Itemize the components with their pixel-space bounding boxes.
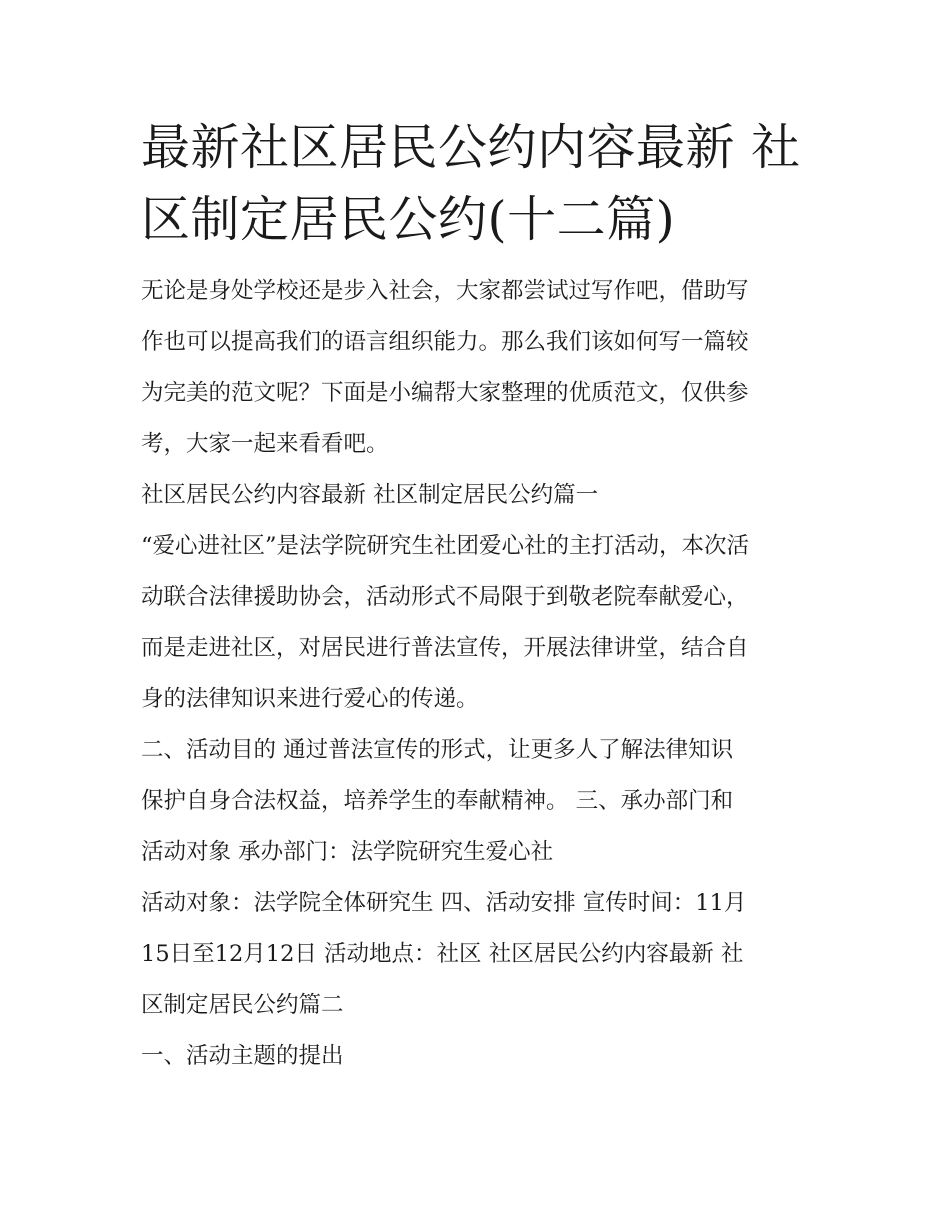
text-line: 动联合法律援助协会，活动形式不局限于到敬老院奉献爱心， [141,584,749,610]
title-line: 区制定居民公约(十二篇) [141,191,676,248]
title-line: 最新社区居民公约内容最新 社 [141,119,801,176]
text-line: 身的法律知识来进行爱心的传递。 [141,686,479,712]
text-line: 活动对象：法学院全体研究生 四、活动安排 宣传时间：11月 [141,890,747,916]
document-body [141,112,813,1082]
text-line: 作也可以提高我们的语言组织能力。那么我们该如何写一篇较 [141,329,749,355]
text-line: 区制定居民公约篇二 [141,992,344,1018]
text-line: 社区居民公约内容最新 社区制定居民公约篇一 [141,482,599,508]
text-line: 而是走进社区，对居民进行普法宣传，开展法律讲堂，结合自 [141,635,749,661]
text-line: 二、活动目的 通过普法宣传的形式，让更多人了解法律知识 [141,737,734,763]
section-item [141,1031,813,1082]
text-line: 活动对象 承办部门：法学院研究生爱心社 [141,839,554,865]
text-line: 15日至12月12日 活动地点：社区 社区居民公约内容最新 社 [141,941,744,967]
intro-paragraph [141,266,813,470]
text-line: “爱心进社区”是法学院研究生社团爱心社的主打活动，本次活 [141,533,750,559]
section-heading [141,470,813,521]
document-title [141,112,813,256]
text-line: 无论是身处学校还是步入社会，大家都尝试过写作吧，借助写 [141,278,749,304]
text-line: 一、活动主题的提出 [141,1043,344,1069]
section-paragraph [141,521,813,725]
section-paragraph [141,725,813,878]
text-line: 考，大家一起来看看吧。 [141,431,389,457]
section-paragraph [141,878,813,1031]
text-line: 为完美的范文呢？下面是小编帮大家整理的优质范文，仅供参 [141,380,749,406]
text-line: 保护自身合法权益，培养学生的奉献精神。 三、承办部门和 [141,788,734,814]
